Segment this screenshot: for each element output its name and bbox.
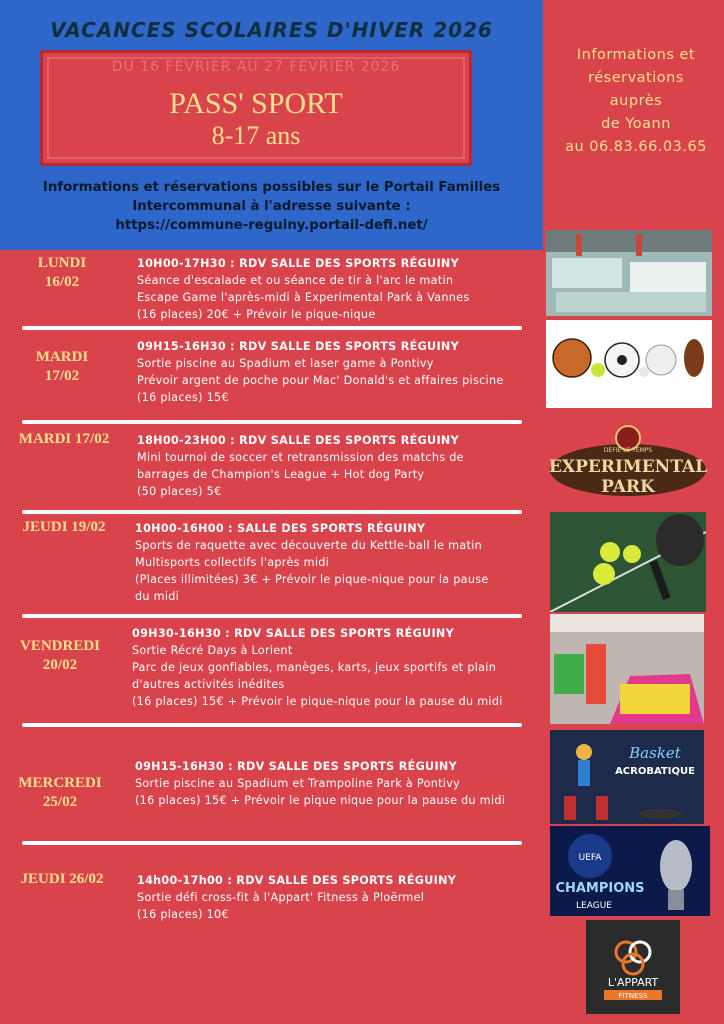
basket-word: Basket xyxy=(629,744,681,762)
dates-range: DU 16 FÉVRIER AU 27 FEVRIER 2026 xyxy=(111,59,401,75)
uefa-word: UEFA xyxy=(578,853,602,863)
activity-line: (16 places) 15€ + Prévoir le pique-nique pour la pause du midi xyxy=(132,695,503,708)
activity-2-day xyxy=(20,348,104,386)
activity-6-details xyxy=(135,758,543,809)
activity-time: 18H00-23H00 : RDV SALLE DES SPORTS RÉGUINY xyxy=(137,434,459,447)
activity-time: 09H30-16H30 : RDV SALLE DES SPORTS RÉGUINY xyxy=(132,627,454,640)
experimental-tagline: DEFIE LE TEMPS xyxy=(603,447,653,454)
activity-line: (16 places) 10€ xyxy=(137,908,229,921)
activity-date-label: 20/02 xyxy=(42,657,78,673)
activity-time: 09H15-16H30 : RDV SALLE DES SPORTS RÉGUINY xyxy=(137,340,459,353)
activity-line: Sortie défi cross-fit à l'Appart' Fitness à Ploërmel xyxy=(137,891,425,904)
champions-league-photo xyxy=(550,826,710,916)
contact-line1: Informations et xyxy=(576,47,696,63)
activity-day-label: VENDREDI xyxy=(19,638,100,654)
activity-line: Sortie Récré Days à Lorient xyxy=(132,644,293,657)
activity-line: Mini tournoi de soccer et retransmission des matchs de xyxy=(137,451,464,464)
league-word: LEAGUE xyxy=(576,901,612,911)
activity-3-day xyxy=(8,430,120,449)
contact-line2: réservations xyxy=(588,70,684,86)
contact-phone[interactable]: au 06.83.66.03.65 xyxy=(565,139,707,155)
activity-line: (50 places) 5€ xyxy=(137,485,222,498)
activity-1-details xyxy=(137,255,542,323)
pass-title: PASS' SPORT xyxy=(169,87,343,120)
header-panel xyxy=(0,0,543,250)
activity-day-label: JEUDI 19/02 xyxy=(22,519,106,535)
activity-date-label: 16/02 xyxy=(44,274,80,290)
activity-line: Sortie piscine au Spadium et Trampoline Park à Pontivy xyxy=(135,777,461,790)
portal-info-line2: Intercommunal à l'adresse suivante : xyxy=(132,199,411,214)
pass-sport-box xyxy=(40,50,472,166)
separator xyxy=(22,841,522,845)
activity-day-label: MARDI 17/02 xyxy=(18,431,110,447)
activity-time: 09H15-16H30 : RDV SALLE DES SPORTS RÉGUINY xyxy=(135,760,457,773)
activity-time: 14h00-17h00 : RDV SALLE DES SPORTS RÉGUINY xyxy=(137,874,457,887)
activity-day-label: MERCREDI xyxy=(18,775,102,791)
activity-4-day xyxy=(8,518,120,537)
activity-7-details xyxy=(137,872,537,923)
portal-info-line1: Informations et réservations possibles sur le Portail Familles xyxy=(42,180,501,195)
portal-info xyxy=(0,178,543,235)
activity-7-day xyxy=(10,870,114,889)
climbing-park-photo xyxy=(546,230,712,316)
contact-line4: de Yoann xyxy=(601,116,671,132)
activity-day-label: JEUDI 26/02 xyxy=(20,871,104,887)
activity-1-day xyxy=(20,254,104,292)
age-range: 8-17 ans xyxy=(211,121,301,150)
park-word: PARK xyxy=(601,477,655,497)
page-title: VACANCES SCOLAIRES D'HIVER 2026 xyxy=(50,18,493,42)
portal-url-link[interactable]: https://commune-reguiny.portail-defi.net/ xyxy=(115,218,428,233)
inflatable-park-photo xyxy=(550,614,704,724)
experimental-word: EXPERIMENTAL xyxy=(548,457,708,477)
separator xyxy=(22,510,522,514)
champions-word: CHAMPIONS xyxy=(555,881,645,896)
activity-5-details xyxy=(132,625,542,710)
activity-line: du midi xyxy=(135,590,180,603)
separator xyxy=(22,326,522,330)
activity-line: (Places illimitées) 3€ + Prévoir le pique-nique pour la pause xyxy=(135,573,489,586)
activity-line: Sports de raquette avec découverte du Kettle-ball le matin xyxy=(135,539,482,552)
activity-line: Multisports collectifs l'après midi xyxy=(135,556,330,569)
activity-time: 10H00-16H00 : SALLE DES SPORTS RÉGUINY xyxy=(135,522,426,535)
experimental-park-logo xyxy=(548,424,708,504)
fitness-word: FITNESS xyxy=(618,992,648,1000)
activity-line: Escape Game l'après-midi à Experimental Park à Vannes xyxy=(137,291,470,304)
activity-line: d'autres activités inédites xyxy=(132,678,285,691)
separator xyxy=(22,614,522,618)
activity-3-details xyxy=(137,432,542,500)
activity-date-label: 25/02 xyxy=(42,794,78,810)
activity-time: 10H00-17H30 : RDV SALLE DES SPORTS RÉGUINY xyxy=(137,257,459,270)
separator xyxy=(22,723,522,727)
lappart-fitness-logo xyxy=(586,920,680,1014)
activity-day-label: MARDI xyxy=(35,349,89,365)
pickleball-photo xyxy=(550,512,706,612)
lappart-word: L'APPART xyxy=(607,976,659,989)
activity-line: barrages de Champion's League + Hot dog Party xyxy=(137,468,425,481)
activity-line: (16 places) 15€ + Prévoir le pique nique pour la pause du midi xyxy=(135,794,506,807)
activity-2-details xyxy=(137,338,545,406)
activity-day-label: LUNDI xyxy=(37,255,87,271)
basket-acrobatique-photo xyxy=(550,730,704,824)
activity-6-day xyxy=(10,774,110,812)
contact-info xyxy=(548,44,724,159)
activity-line: Prévoir argent de poche pour Mac' Donald's et affaires piscine xyxy=(137,374,504,387)
contact-line3: auprès xyxy=(609,93,663,109)
sports-balls-photo xyxy=(546,320,712,408)
activity-5-day xyxy=(10,637,110,675)
acrobatique-word: ACROBATIQUE xyxy=(615,766,695,777)
separator xyxy=(22,420,522,424)
activity-line: Sortie piscine au Spadium et laser game à Pontivy xyxy=(137,357,434,370)
activity-line: (16 places) 20€ + Prévoir le pique-nique xyxy=(137,308,376,321)
activity-date-label: 17/02 xyxy=(44,368,80,384)
activity-line: Séance d'escalade et ou séance de tir à l'arc le matin xyxy=(137,274,454,287)
activity-line: Parc de jeux gonflables, manèges, karts, jeux sportifs et plain xyxy=(132,661,497,674)
activity-line: (16 places) 15€ xyxy=(137,391,229,404)
activity-4-details xyxy=(135,520,540,605)
